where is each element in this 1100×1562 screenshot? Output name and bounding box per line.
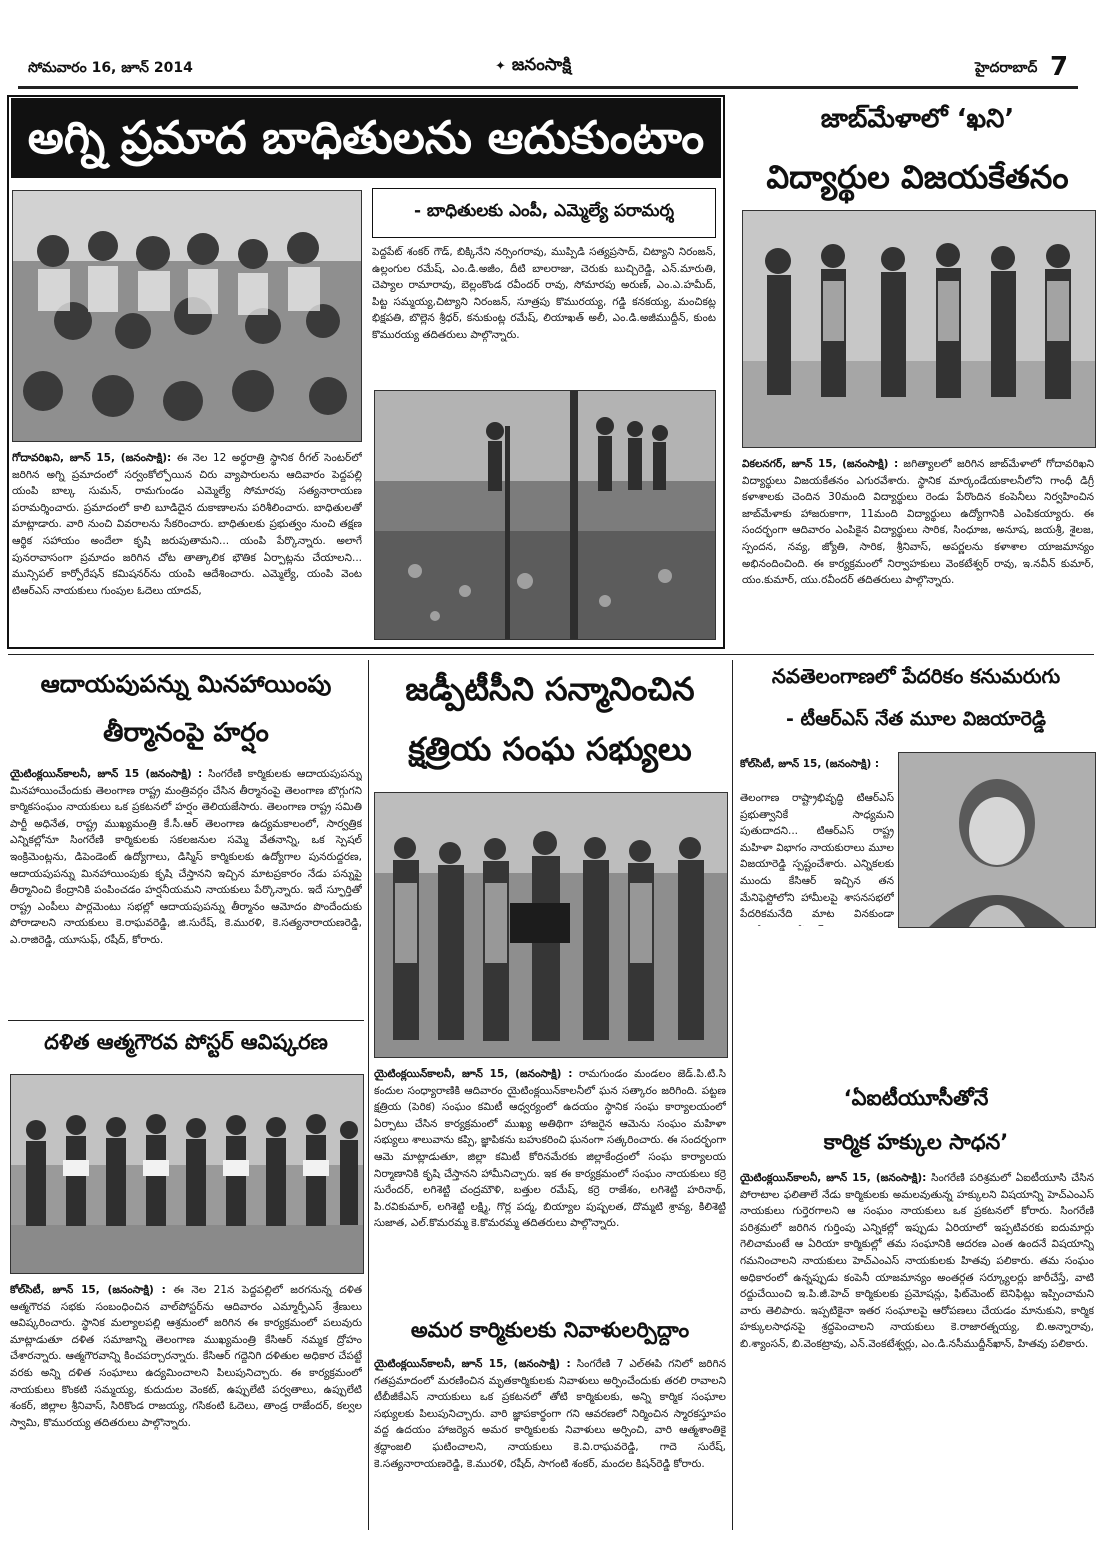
tax-headline-1: ఆదాయపుపన్ను మినహాయింపు — [40, 670, 332, 698]
jobmela-headline-2: విద్యార్థుల విజయకేతనం — [766, 158, 1069, 196]
masthead-date: సోమవారం 16, జూన్‌ 2014 — [28, 60, 193, 76]
fire-debris-photo — [374, 390, 716, 640]
kshatriya-body — [374, 1066, 726, 1318]
aituc-headline-1: ‘ఏఐటీయూసీతోనే — [843, 1086, 989, 1110]
jobmela-students-photo — [742, 210, 1096, 448]
fire-body-continued: పెద్దపేట్‌ శంకర్‌ గౌడ్‌, బిక్కినేని నర్సింగరావు, ముప్పిడి సత్యప్రసాద్‌, చిట్యాని నిరంజన్‌, ఉల్లంగుల రమేష్‌, ఎం.డి.అజీం, దీటి బాలరాజు, చెరుకు బుచ్చిరెడ్డి, ఎన్‌.మారుతి, చెప్యాల రామారావు, బెల్లంకొండ రవీందర్‌ రావు, సోమారపు అరుణ్‌, ఎం.ఎ.హమీద్‌, పిట్ట సమ్మయ్య,చిట్యాని నిరంజన్‌, సూత్రపు కొమురయ్య, గడ్డి కనకయ్య, మంచికట్ల భిక్షపతి, బొల్లెన శ్రీధర్‌, కనుకుంట్ల రమేష్‌, లియాఖత్‌ అలీ, ఎం.డి.అజీముద్దీన్‌, కుంట కొమురయ్య తదితరులు పాల్గొన్నారు. — [372, 246, 716, 341]
masthead-city: హైదరాబాద్‌ — [975, 60, 1038, 76]
fire-crowd-photo — [12, 190, 362, 442]
kshatriya-headline-1: జడ్పీటీసీని సన్మానించిన — [405, 670, 695, 708]
column-rule-right — [732, 660, 733, 1530]
tax-dateline: యైటింక్లయిన్‌కాలనీ, జూన్‌ 15 (జనంసాక్షి) : — [10, 768, 203, 780]
fire-body — [12, 450, 362, 638]
amara-body-text: సింగరేణి 7 ఎల్‌ఈపి గనిలో జరిగిన గతప్రమాదంలో మరణించిన మృతకార్మికులకు నివాళులు అర్పించేందుకు తరలి రావాలని టీబీజీకేఎస్‌ నాయకులు ఒక ప్రకటనలో తోటి కార్మికులకు, అన్ని కార్మిక సంఘాల సభ్యులకు పిలుపునిచ్చారు. వారి జ్ఞాపకార్థంగా గని ఆవరణలో నిర్మించిన స్మారకస్తూపం వద్ద ఉదయం హాజర్యెన అమర కార్మికులకు నివాళులు అర్పించి, వారి ఆత్మశాంతికై శ్రద్ధాంజలి ఘటించాలని, నాయకులు కె.వి.రాఘవరెడ్డి, గాదె సురేష్‌, కె.సత్యనారాయణరెడ్డి, కె.మురళి, రషీద్‌, సాగంటి శంకర్‌, మందల కిషన్‌రెడ్డి కోరారు. — [374, 1358, 726, 1470]
poverty-headline: నవతెలంగాణలో పేదరికం కనుమరుగు — [771, 664, 1061, 688]
poster-group-photo — [10, 1074, 364, 1274]
poverty-body: తెలంగాణ రాష్ట్రాభివృద్ధి టిఆర్‌ఎస్‌ ప్రభుత్వానికే సాధ్యమని పుతుదాదని... టిఆర్‌ఎస్‌ రాష్ట్ర మహిళా విభాగం నాయకురాలు మూల విజయారెడ్డి స్పష్టంచేశారు. ఎన్నికలకు ముందు కేసిఆర్‌ ఇచ్చిన తన మేనిఫెస్టోలోని హామీలపై శాసనసభలో పేదరికమనేది మాట వినకుండా — [740, 792, 894, 921]
aituc-dateline: యైటింక్లయిన్‌కాలనీ, జూన్‌ 15, (జనంసాక్షి): — [740, 1172, 927, 1184]
jobmela-body — [742, 456, 1094, 656]
poster-headline: దళిత ఆత్మగౌరవ పోస్టర్‌ ఆవిష్కరణ — [44, 1030, 328, 1054]
fire-body-text: ఈ నెల 12 అర్థరాత్రి స్థానిక రీగల్‌ సెంటర్‌లో జరిగిన అగ్ని ప్రమాదంలో సర్వంకోల్పోయిన చిరు వ్యాపారులను ఆదివారం పెద్దపల్లి యంపి బాల్క సుమన్‌, రామగుండం ఎమ్మెల్యే సోమారపు సత్యనారాయణ పరామర్శించారు. ప్రమాదంలో కాలి బూడిదైన దుకాణాలను పరిశీలించారు. బాధితులతో మాట్లాడారు. వారి నుంచి వివరాలను సేకరించారు. బాధితులకు ప్రభుత్వం నుంచి తక్షణ ఆర్థిక సహాయం అందేలా కృషి జరుపుతామని... యంపి పేర్కొన్నారు. అలాగే పునరావాసంగా ప్రమాదం జరిగిన చోట తాత్కాలిక భౌతిక ఏర్పాట్లను చేయాలని... మున్సిపల్‌ కార్పోరేషన్‌ కమిషనర్‌ను యంపి ఆదేశించారు. ఎమ్మెల్యే, యంపి వెంట టిఆర్‌ఎస్‌ నాయకులు గుంపుల ఓదెలు యాదవ్‌, — [12, 452, 362, 597]
poster-top-rule — [8, 1020, 364, 1021]
fire-headline: అగ్ని ప్రమాద బాధితులను ఆదుకుంటాం — [27, 111, 705, 164]
logo-emblem-icon: ✦ — [495, 59, 506, 74]
fire-subhead: - బాధితులకు ఎంపీ, ఎమ్మెల్యే పరామర్శ — [413, 201, 675, 221]
poverty-subhead: - టీఆర్‌ఎస్‌ నేత మూల విజయారెడ్డి — [786, 708, 1046, 730]
tax-headline-2: తీర్మానంపై హర్షం — [103, 718, 269, 748]
jobmela-body-text: జగిత్యాలలో జరిగిన జాబ్‌మేళాలో గోదావరిఖని విద్యార్థులు విజయకేతనం ఎగురవేశారు. స్థానిక మార్కండేయకాలనీలోని గాంధీ డిగ్రీ కళాశాలకు చెందిన 30మంది విద్యార్థులు రెండు పేరొందిన కంపెనీలు నిర్వహించిన జాబ్‌మేళాకు హాజరుకాగా, 11మంది విద్యార్థులు ఉద్యోగానికి ఎంపికయ్యారు. ఈ సందర్భంగా ఆదివారం ఎంపికైన విద్యార్థులు సారిక, సింధూజ, అనూష, జయశ్రీ, శైలజ, స్పందన, నవ్య, జ్యోతి, సారిక, శ్రీనివాస్‌, అపర్ణలను కళాశాల యాజమాన్యం అభినందించింది. ఈ కార్యక్రమంలో నిర్వాహకులు వెంకటేశ్వర్‌ రావు, ఇ.నవీన్‌ కుమార్‌, యం.కుమార్‌, యు.రవీందర్‌ తదితరులు పాల్గొన్నారు. — [742, 458, 1094, 587]
tax-body-text: సింగరేణి కార్మికులకు ఆదాయపుపన్ను మినహాయించేందుకు తెలంగాణ రాష్ట్ర మంత్రివర్గం చేసిన తీర్మానంపై తెలంగాణ బొగ్గుగని కార్మికసంఘం నాయకులు ఒక ప్రకటనలో హర్షం తెలియజేసారు. తెలంగాణ రాష్ట్ర సమితి పార్టీ అధినేత, రాష్ట్ర ముఖ్యమంత్రి కే.సీ.ఆర్‌ తెలంగాణ ఉద్యమకాలంలో, సార్వత్రిక ఎన్నికల్లోనూ సింగరేణి కార్మికులకు సకలజనుల సమ్మె వేతనాన్ని, ఒక స్పెషల్‌ ఇంక్రిమెంట్లను, డిపెండెంట్‌ ఉద్యోగాలు, డిస్మిస్‌ కార్మికులకు ఉద్యోగాల పునరుద్దరణ, ఆదాయపుపన్ను మినహాయింపుకు కృషి చేస్తానని ఇచ్చిన మాటప్రకారం నేడు పన్నుపై తీర్మానించి కేంద్రానికి పంపించడం హర్షనీయమని నాయకులు పేర్కొన్నారు. ఇదే స్ఫూర్తితో రాష్ట్ర ఎంపీలు పార్లమెంటు సభల్లో ఆదాయపుపన్ను తీర్మానం ఆమోదం పొందేందుకు పోరాడాలని నాయకులు కె.రాఘవరెడ్డి, జి.సురేష్‌, కె.మురళి, కె.సత్యనారాయణరెడ్డి, ఎ.రాజిరెడ్డి, యూసుఫ్‌, రషీద్‌, కోరారు. — [10, 768, 362, 946]
row-rule-top — [8, 654, 1094, 655]
kshatriya-dateline: యైటింక్లయిన్‌కాలనీ, జూన్‌ 15, (జనంసాక్షి) : — [374, 1068, 573, 1080]
jobmela-dateline: వికలనగర్‌, జూన్‌ 15, (జనంసాక్షి) : — [742, 458, 899, 470]
jobmela-headline-1: జాబ్‌మేళాలో ‘ఖని’ — [820, 104, 1015, 134]
vijaya-reddy-portrait — [898, 752, 1096, 928]
poster-dateline: కోల్‌సిటీ, జూన్‌ 15, (జనంసాక్షి) : — [10, 1284, 166, 1296]
kshatriya-felicitation-photo — [374, 792, 728, 1058]
amara-headline: అమర కార్మికులకు నివాళులర్పిద్దాం — [410, 1318, 690, 1342]
amara-dateline: యైటింక్లయిన్‌కాలనీ, జూన్‌ 15, (జనంసాక్షి) : — [374, 1358, 571, 1370]
masthead-rule — [18, 86, 1078, 89]
kshatriya-body-text: రామగుండం మండలం జెడ్‌.పి.టి.సి కందుల సంధ్యారాణికి ఆదివారం యైటింక్లయిన్‌కాలనీలో ఘన సత్కారం జరిగింది. పట్టణ క్షత్రియ (పెరిక) సంఘం కమిటీ ఆధ్వర్యంలో ఉదయం స్థానిక సంఘ కార్యాలయంలో ఏర్పాటు చేసిన కార్యక్రమంలో ముఖ్య అతిథిగా హాజరైన ఆమెను సంఘం మహిళా సభ్యులు శాలువాను కప్పి, జ్ఞాపికను బహుకరించి ఘనంగా సత్కరించారు. ఈ సందర్భంగా ఆమె మాట్లాడుతూ, జిల్లా కమిటీ కోరినమేరకు జిల్లాకేంద్రంలో సంఘ కార్యాలయ నిర్మాణానికి కృషి చేస్తానని హామీనిచ్చారు. ఇక ఈ కార్యక్రమంలో సంఘం నాయకులు కర్రె సురేందర్‌, లగిశెట్టి చంద్రమౌళి, బత్తుల రమేష్‌, కర్రె రాజేశం, లగిశెట్టి హరినాథ్‌, పి.రవికుమార్‌, లగిశెట్టి లక్ష్మి, గొర్ల పద్మ, బియ్యాల పుష్పలత, దొమ్మటి శ్రావ్య, కిలిశెట్టి సుజాత, ఎల్‌.కొమరమ్మ కె.కొమరమ్మ తదితరులు పాల్గొన్నారు. — [374, 1068, 726, 1230]
poster-body-text: ఈ నెల 21న పెద్దపల్లిలో జరగనున్న దళిత ఆత్మగౌరవ సభకు సంబంధించిన వాల్‌పోస్టర్‌ను ఆదివారం ఎమ్మార్పీఎస్‌ శ్రేణులు ఆవిష్కరించారు. స్థానిక మల్యాలపల్లి ఆశ్రమంలో జరిగిన ఈ కార్యక్రమంలో పలువురు మాట్లాడుతూ దళిత సమాజాన్ని తెలంగాణ ముఖ్యమంత్రి కేసిఆర్‌ నమ్మక ద్రోహం చేశారన్నారు. ఆత్మగౌరవాన్ని కించపర్చారన్నారు. కేసిఆర్‌ గద్దెనిగి దళితుల అధికార చేపట్టే వరకు అన్ని దళిత సంఘాలు ఉద్యమించాలని పిలుపునిచ్చారు. ఈ కార్యక్రమంలో నాయకులు కొంకటి సమ్మయ్య, కుదుదుల వెంకట్‌, ఉప్పులేటి పర్వతాలు, ఉప్పులేటి శంకర్‌, జిల్లాల శ్రీనివాస్‌, సిరికొండ రాజయ్య, గసికంటి ఓదెలు, తాండ్ర రాజేందర్‌, కల్వల స్వామి, కొమురయ్య తదితరులు పాల్గొన్నారు. — [10, 1284, 362, 1429]
fire-dateline: గోదావరిఖని, జూన్‌ 15, (జనంసాక్షి): — [12, 452, 172, 464]
page-number: 7 — [1050, 52, 1069, 82]
aituc-body-text: సింగరేణి పరిశ్రమలో ఏఐటీయూసి చేసిన పోరాటాల ఫలితాలే నేడు కార్మికులకు అమలవుతున్న హక్కులని విషయాన్ని హెచ్‌ఎంఎస్‌ నాయకులు గుర్తెరగాలని ఆ సంఘం నాయకులు ఒక ప్రకటనలో కోరారు. సింగరేణి పరిశ్రమలో జరిగిన గుర్తింపు ఎన్నికల్లో ఇప్పుడు ఏరియాలో ఇప్పటివరకు ఐదుమార్లు గెలిచామంటే ఆ ఏరియా కార్మికుల్లో తమ సంఘానికి ఆదరణ ఎంత ఉందనే విషయాన్ని గమనించాలని నాయకులు హెచ్‌ఎంఎస్‌ నాయకులకు హితవు పలికారు. తమ సంఘం అధికారంలో ఉన్నప్పుడు కంపెనీ యాజమాన్యం అంతర్గత సర్క్యూలర్లు జారీచేస్తే, వాటి రద్దుచేయించి ఇ.పి.జీ.హెచ్‌ కార్మికులకు ప్రమోషన్లు, ఫిట్‌మెంట్‌ బెనిఫిట్లు ఇప్పించామని వారు తెలిపారు. ఇప్పటికైనా ఇతర సంఘాలపై ఆరోపణలు చేయడం మానుకుని, కార్మిక హక్కులసాధనపై శ్రద్ధపెంచాలని నాయకులు కె.రాజారత్నయ్య, బి.అన్నారావు, బి.శ్యాంసన్‌, బి.వెంకట్రావు, ఎన్‌.వెంకటేశ్వర్లు, ఎం.డి.నసీముద్దీన్‌ఖాన్‌, హితవు పలికారు. — [740, 1172, 1094, 1350]
aituc-headline-2: కార్మిక హక్కుల సాధన’ — [823, 1130, 1009, 1154]
amara-body — [374, 1356, 726, 1530]
masthead-logo-text: జనంసాక్షి — [511, 55, 572, 75]
poverty-dateline: కోల్‌సిటీ, జూన్‌ 15, (జనంసాక్షి) : — [740, 758, 880, 770]
column-rule-left — [368, 660, 369, 1530]
poverty-body-cont — [740, 928, 1094, 1080]
kshatriya-headline-2: క్షత్రియ సంఘ సభ్యులు — [408, 730, 692, 768]
masthead-logo — [495, 55, 571, 79]
tax-body — [10, 766, 362, 1014]
poster-body — [10, 1282, 362, 1532]
aituc-body — [740, 1170, 1094, 1532]
